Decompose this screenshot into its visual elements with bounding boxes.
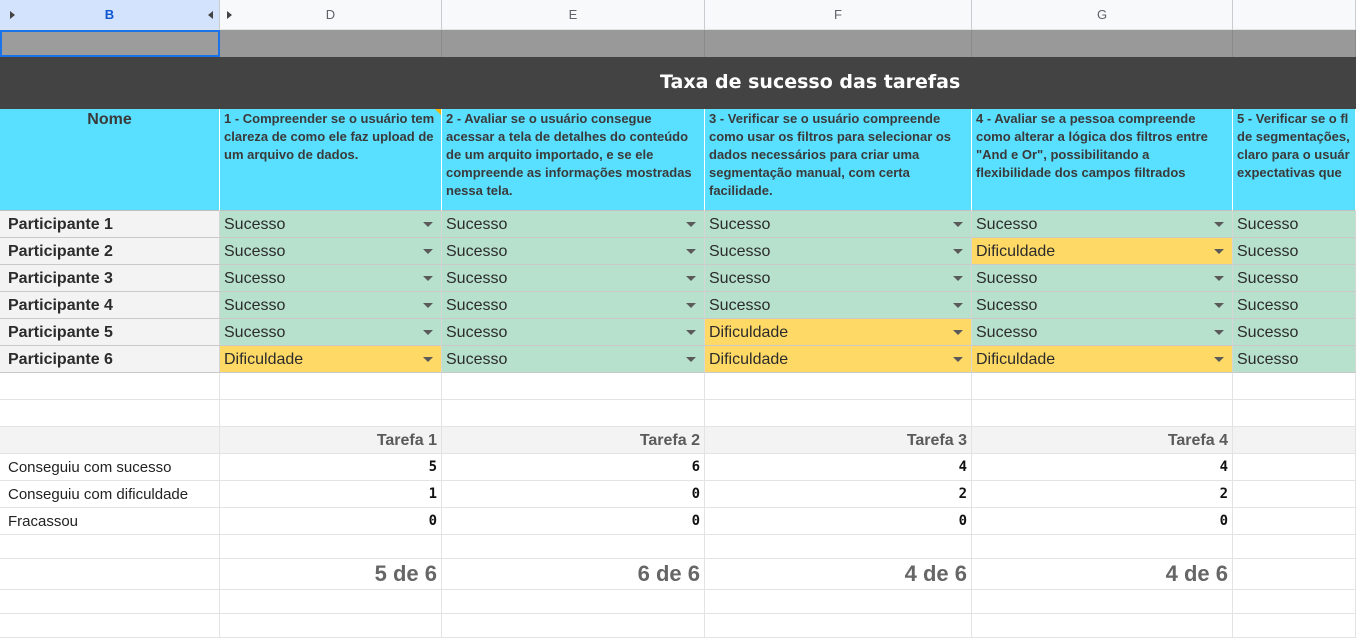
empty-cell[interactable]: [1233, 427, 1356, 454]
result-dropdown-cell[interactable]: [705, 211, 972, 238]
empty-cell[interactable]: [442, 535, 705, 559]
summary-row-label[interactable]: Conseguiu com sucesso: [0, 454, 220, 481]
result-dropdown-cell[interactable]: [220, 319, 442, 346]
result-dropdown-cell[interactable]: [972, 292, 1233, 319]
collapse-left-icon[interactable]: [208, 11, 213, 19]
result-value: Sucesso: [1237, 243, 1299, 260]
empty-cell[interactable]: [705, 535, 972, 559]
dropdown-arrow-icon[interactable]: [953, 276, 963, 281]
empty-cell[interactable]: [1233, 400, 1356, 427]
result-dropdown-cell[interactable]: [705, 319, 972, 346]
task-description-4[interactable]: 4 - Avaliar se a pessoa compreende como alterar a lógica dos filtros entre "And e Or", possibilitando a flexibilidade dos campos filtrados: [972, 109, 1233, 211]
result-value: Sucesso: [446, 243, 508, 260]
result-value: Sucesso: [446, 270, 508, 287]
result-value: Sucesso: [446, 351, 508, 368]
empty-cell[interactable]: [1233, 481, 1356, 508]
result-value: Sucesso: [1237, 351, 1299, 368]
empty-cell[interactable]: [0, 535, 220, 559]
dropdown-arrow-icon[interactable]: [423, 249, 433, 254]
summary-task-label[interactable]: Tarefa 4: [972, 427, 1233, 454]
result-dropdown-cell[interactable]: [1233, 265, 1356, 292]
participant-name[interactable]: Participante 2: [0, 238, 220, 265]
result-dropdown-cell[interactable]: [220, 238, 442, 265]
result-dropdown-cell[interactable]: [442, 238, 705, 265]
empty-cell[interactable]: [220, 535, 442, 559]
dropdown-arrow-icon[interactable]: [686, 249, 696, 254]
participant-row: [0, 265, 1356, 292]
summary-header-row: [0, 427, 1356, 454]
result-dropdown-cell[interactable]: [1233, 211, 1356, 238]
dropdown-arrow-icon[interactable]: [953, 249, 963, 254]
dropdown-arrow-icon[interactable]: [686, 330, 696, 335]
empty-cell[interactable]: [442, 400, 705, 427]
title-row: [0, 57, 1356, 109]
summary-task-label[interactable]: Tarefa 3: [705, 427, 972, 454]
summary-task-label[interactable]: Tarefa 2: [442, 427, 705, 454]
participant-name[interactable]: Participante 5: [0, 319, 220, 346]
result-value: Dificuldade: [709, 324, 789, 341]
task-description-1[interactable]: 1 - Compreender se o usuário tem clareza de como ele faz upload de um arquivo de dados.: [220, 109, 442, 211]
summary-count[interactable]: 0: [220, 508, 442, 535]
empty-cell[interactable]: [442, 373, 705, 400]
result-dropdown-cell[interactable]: [220, 292, 442, 319]
empty-cell[interactable]: [972, 535, 1233, 559]
summary-row: [0, 481, 1356, 508]
empty-cell[interactable]: [220, 614, 442, 638]
summary-count[interactable]: 5: [220, 454, 442, 481]
result-dropdown-cell[interactable]: [220, 265, 442, 292]
empty-cell[interactable]: [705, 373, 972, 400]
result-value: Sucesso: [976, 297, 1038, 314]
empty-row: [0, 535, 1356, 559]
empty-cell[interactable]: [220, 590, 442, 614]
summary-count[interactable]: 4: [972, 454, 1233, 481]
column-header-g[interactable]: G: [972, 0, 1233, 30]
dropdown-arrow-icon[interactable]: [686, 276, 696, 281]
participant-row: [0, 211, 1356, 238]
empty-cell[interactable]: [972, 614, 1233, 638]
result-dropdown-cell[interactable]: [972, 211, 1233, 238]
summary-count[interactable]: 0: [442, 481, 705, 508]
empty-cell[interactable]: [972, 373, 1233, 400]
column-header-row: [0, 0, 1356, 31]
participant-row: [0, 292, 1356, 319]
column-header-h[interactable]: [1233, 0, 1356, 30]
result-dropdown-cell[interactable]: [1233, 319, 1356, 346]
dropdown-arrow-icon[interactable]: [423, 303, 433, 308]
summary-count[interactable]: 2: [972, 481, 1233, 508]
participant-name[interactable]: Participante 6: [0, 346, 220, 373]
result-value: Sucesso: [224, 324, 286, 341]
dropdown-arrow-icon[interactable]: [686, 222, 696, 227]
comment-indicator-icon[interactable]: [435, 109, 441, 115]
dropdown-arrow-icon[interactable]: [1214, 357, 1224, 362]
empty-cell[interactable]: [0, 400, 220, 427]
dropdown-arrow-icon[interactable]: [1214, 222, 1224, 227]
active-cell[interactable]: [0, 30, 220, 57]
result-dropdown-cell[interactable]: [442, 346, 705, 373]
gray-band-row: [0, 30, 1356, 57]
name-header[interactable]: Nome: [0, 109, 220, 211]
empty-cell[interactable]: [0, 559, 220, 590]
summary-count[interactable]: 0: [972, 508, 1233, 535]
summary-count[interactable]: 6: [442, 454, 705, 481]
gray-cell[interactable]: [442, 30, 705, 57]
result-value: Sucesso: [224, 243, 286, 260]
participant-row: [0, 346, 1356, 373]
result-dropdown-cell[interactable]: [972, 238, 1233, 265]
result-dropdown-cell[interactable]: [972, 265, 1233, 292]
dropdown-arrow-icon[interactable]: [1214, 303, 1224, 308]
result-value: Sucesso: [976, 324, 1038, 341]
result-dropdown-cell[interactable]: [220, 346, 442, 373]
summary-count[interactable]: 1: [220, 481, 442, 508]
result-value: Sucesso: [709, 243, 771, 260]
result-dropdown-cell[interactable]: [220, 211, 442, 238]
empty-cell[interactable]: [705, 400, 972, 427]
summary-row: [0, 508, 1356, 535]
empty-cell[interactable]: [1233, 614, 1356, 638]
empty-cell[interactable]: [0, 373, 220, 400]
result-dropdown-cell[interactable]: [972, 319, 1233, 346]
column-header-e[interactable]: E: [442, 0, 705, 30]
result-dropdown-cell[interactable]: [705, 265, 972, 292]
gray-cell[interactable]: [972, 30, 1233, 57]
empty-cell[interactable]: [220, 373, 442, 400]
empty-cell[interactable]: [220, 400, 442, 427]
result-dropdown-cell[interactable]: [1233, 346, 1356, 373]
expand-left-icon[interactable]: [10, 11, 15, 19]
dropdown-arrow-icon[interactable]: [953, 303, 963, 308]
empty-cell[interactable]: [0, 427, 220, 454]
empty-cell[interactable]: [1233, 373, 1356, 400]
empty-cell[interactable]: [0, 590, 220, 614]
result-value: Sucesso: [1237, 216, 1299, 233]
empty-cell[interactable]: [0, 614, 220, 638]
dropdown-arrow-icon[interactable]: [1214, 276, 1224, 281]
summary-count[interactable]: 4: [705, 454, 972, 481]
task-success-total[interactable]: 4 de 6: [705, 559, 972, 590]
result-dropdown-cell[interactable]: [1233, 292, 1356, 319]
dropdown-arrow-icon[interactable]: [423, 357, 433, 362]
empty-row: [0, 614, 1356, 638]
result-value: Sucesso: [224, 216, 286, 233]
column-header-d[interactable]: D: [220, 0, 442, 30]
summary-count[interactable]: 0: [442, 508, 705, 535]
dropdown-arrow-icon[interactable]: [686, 303, 696, 308]
task-description-5[interactable]: 5 - Verificar se o fl de segmentações, claro para o usuár expectativas que: [1233, 109, 1356, 211]
dropdown-arrow-icon[interactable]: [953, 357, 963, 362]
result-value: Dificuldade: [709, 351, 789, 368]
result-value: Sucesso: [1237, 297, 1299, 314]
result-value: Dificuldade: [976, 243, 1056, 260]
result-dropdown-cell[interactable]: [705, 346, 972, 373]
empty-cell[interactable]: [1233, 508, 1356, 535]
empty-cell[interactable]: [1233, 590, 1356, 614]
result-value: Sucesso: [1237, 270, 1299, 287]
result-value: Sucesso: [976, 270, 1038, 287]
result-dropdown-cell[interactable]: [442, 292, 705, 319]
result-value: Sucesso: [224, 270, 286, 287]
summary-count[interactable]: 2: [705, 481, 972, 508]
dropdown-arrow-icon[interactable]: [953, 222, 963, 227]
dropdown-arrow-icon[interactable]: [423, 222, 433, 227]
empty-row: [0, 400, 1356, 427]
sheet-title[interactable]: Taxa de sucesso das tarefas: [660, 71, 961, 93]
result-dropdown-cell[interactable]: [705, 238, 972, 265]
task-description-2[interactable]: 2 - Avaliar se o usuário consegue acessar a tela de detalhes do conteúdo de um arquito importado, e se ele compreende as informações mostradas nessa tela.: [442, 109, 705, 211]
empty-row: [0, 590, 1356, 614]
empty-cell[interactable]: [442, 590, 705, 614]
task-description-3[interactable]: 3 - Verificar se o usuário compreende como usar os filtros para selecionar os dados necessários para criar uma segmentação manual, com certa facilidade.: [705, 109, 972, 211]
empty-cell[interactable]: [972, 590, 1233, 614]
dropdown-arrow-icon[interactable]: [686, 357, 696, 362]
summary-totals-row: [0, 559, 1356, 590]
result-value: Dificuldade: [976, 351, 1056, 368]
task-success-total[interactable]: 6 de 6: [442, 559, 705, 590]
result-value: Sucesso: [709, 216, 771, 233]
result-value: Dificuldade: [224, 351, 304, 368]
task-success-total[interactable]: 5 de 6: [220, 559, 442, 590]
empty-row: [0, 373, 1356, 400]
participant-row: [0, 238, 1356, 265]
empty-cell[interactable]: [705, 614, 972, 638]
dropdown-arrow-icon[interactable]: [1214, 249, 1224, 254]
empty-cell[interactable]: [1233, 535, 1356, 559]
summary-row: [0, 454, 1356, 481]
participant-name[interactable]: Participante 1: [0, 211, 220, 238]
empty-cell[interactable]: [442, 614, 705, 638]
result-dropdown-cell[interactable]: [442, 265, 705, 292]
result-dropdown-cell[interactable]: [1233, 238, 1356, 265]
dropdown-arrow-icon[interactable]: [1214, 330, 1224, 335]
result-value: Sucesso: [446, 324, 508, 341]
dropdown-arrow-icon[interactable]: [423, 276, 433, 281]
result-value: Sucesso: [976, 216, 1038, 233]
gray-cell[interactable]: [220, 30, 442, 57]
summary-count[interactable]: 0: [705, 508, 972, 535]
result-value: Sucesso: [224, 297, 286, 314]
result-dropdown-cell[interactable]: [972, 346, 1233, 373]
column-header-b[interactable]: B: [0, 0, 220, 30]
result-value: Sucesso: [1237, 324, 1299, 341]
summary-row-label[interactable]: Fracassou: [0, 508, 220, 535]
result-value: Sucesso: [446, 297, 508, 314]
participant-name[interactable]: Participante 4: [0, 292, 220, 319]
gray-cell[interactable]: [705, 30, 972, 57]
result-dropdown-cell[interactable]: [442, 211, 705, 238]
summary-task-label[interactable]: Tarefa 1: [220, 427, 442, 454]
participant-row: [0, 319, 1356, 346]
dropdown-arrow-icon[interactable]: [953, 330, 963, 335]
result-dropdown-cell[interactable]: [442, 319, 705, 346]
expand-column-c-icon[interactable]: [227, 11, 232, 19]
result-value: Sucesso: [709, 297, 771, 314]
empty-cell[interactable]: [705, 590, 972, 614]
participant-name[interactable]: Participante 3: [0, 265, 220, 292]
empty-cell[interactable]: [1233, 454, 1356, 481]
task-success-total[interactable]: 4 de 6: [972, 559, 1233, 590]
summary-row-label[interactable]: Conseguiu com dificuldade: [0, 481, 220, 508]
empty-cell[interactable]: [1233, 559, 1356, 590]
task-header-row: [0, 109, 1356, 211]
dropdown-arrow-icon[interactable]: [423, 330, 433, 335]
result-value: Sucesso: [709, 270, 771, 287]
column-header-f[interactable]: F: [705, 0, 972, 30]
empty-cell[interactable]: [972, 400, 1233, 427]
result-value: Sucesso: [446, 216, 508, 233]
result-dropdown-cell[interactable]: [705, 292, 972, 319]
gray-cell[interactable]: [1233, 30, 1356, 57]
